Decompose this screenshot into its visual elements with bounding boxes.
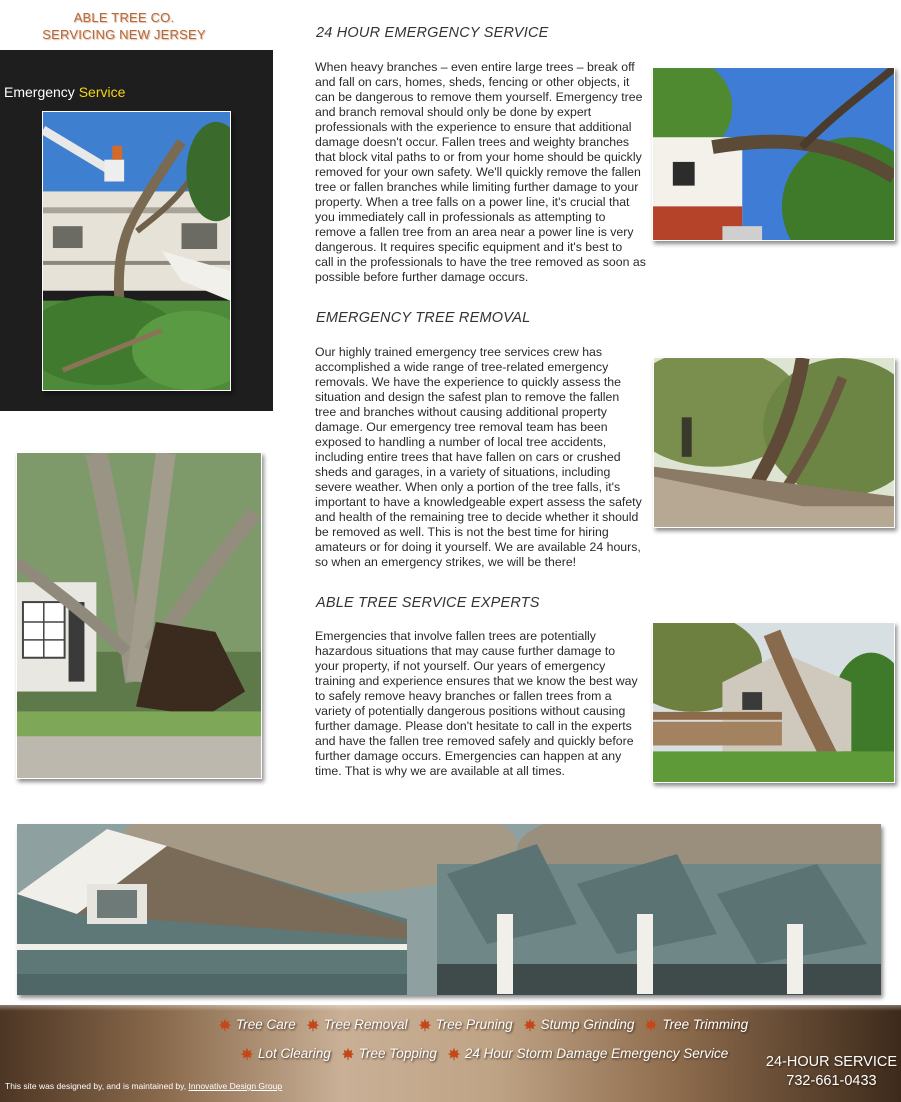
designer-link[interactable]: Innovative Design Group [188, 1081, 283, 1091]
designer-credit [5, 1081, 282, 1091]
nav-tree-topping[interactable] [341, 1046, 437, 1061]
text-line: removals. We have the experience to quickly assess the [315, 375, 621, 389]
text-line: including entire trees that have fallen on cars or crushed [315, 450, 621, 464]
text-line: so when an emergency strikes, we will be there! [315, 555, 577, 569]
nav-tree-care[interactable] [218, 1017, 296, 1032]
text-line: sheds and garages, in a variety of situations, including [315, 465, 611, 479]
maple-leaf-icon [644, 1018, 658, 1032]
panel-title-main: Emergency [4, 84, 75, 100]
maple-leaf-icon [306, 1018, 320, 1032]
section-body-experts [315, 629, 638, 779]
text-line: time. That is why we are available at all times. [315, 764, 565, 778]
maple-leaf-icon [240, 1047, 254, 1061]
text-line: be removed as well. This is not the best time for hiring [315, 525, 609, 539]
nav-tree-pruning[interactable] [418, 1017, 513, 1032]
text-line: tree and branches without causing additional property [315, 405, 607, 419]
maple-leaf-icon [523, 1018, 537, 1032]
text-line: professionals with the experience to ensure that additional [315, 120, 632, 134]
service-label: 24-HOUR SERVICE [765, 1054, 897, 1070]
nav-label: Tree Trimming [662, 1017, 749, 1032]
text-line: and branch removal should only be done by expert [315, 105, 592, 119]
text-line: you immediately call in professionals as attempting to [315, 210, 606, 224]
panel-title [4, 84, 125, 100]
text-line: and fall on cars, homes, sheds, fencing or other objects, it [315, 75, 630, 89]
bucket-truck-photo [42, 111, 231, 391]
nav-stump-grinding[interactable] [523, 1017, 635, 1032]
text-line: call in the professionals to have the tree removed as soon as [315, 255, 646, 269]
text-line: hazardous situations that may cause further damage to [315, 644, 616, 658]
section-heading-experts: ABLE TREE SERVICE EXPERTS [316, 595, 540, 611]
nav-storm-damage-emergency[interactable] [447, 1046, 728, 1061]
text-line: and health of the remaining tree to decide whether it should [315, 510, 639, 524]
text-line: amateurs or for doing it yourself. We are available 24 hours, [315, 540, 641, 554]
text-line: important to have a knowledgeable expert assess the safety [315, 495, 642, 509]
text-line: further damage. Please don't hesitate to call in the experts [315, 719, 632, 733]
text-line: can be dangerous to remove them yourself. Emergency tree [315, 90, 643, 104]
panel-title-accent: Service [78, 84, 126, 100]
nav-label: Lot Clearing [258, 1046, 331, 1061]
credit-text: This site was designed by, and is maintained by, [5, 1081, 187, 1091]
nav-label: Tree Care [236, 1017, 296, 1032]
nav-tree-trimming[interactable] [644, 1017, 748, 1032]
footer-nav-row-1 [218, 1017, 758, 1032]
text-line: and have the fallen tree removed safely and quickly before [315, 734, 634, 748]
maple-leaf-icon [418, 1018, 432, 1032]
text-line: variety of potentially dangerous positions without causing [315, 704, 626, 718]
text-line: removed for your own safety. We'll quickly remove the fallen [315, 165, 641, 179]
text-line: tree or fallen branches while limiting further damage to your [315, 180, 639, 194]
footer [0, 1005, 901, 1102]
text-line: training and experience ensures that we know the best way [315, 674, 638, 688]
text-line: exposed to handling a number of local tree accidents, [315, 435, 607, 449]
tree-on-house-photo [652, 67, 895, 241]
hero-panel [0, 50, 273, 411]
phone-number[interactable]: 732-661-0433 [786, 1073, 877, 1089]
maple-leaf-icon [341, 1047, 355, 1061]
footer-nav-row-2 [240, 1046, 738, 1061]
house-damage-banner [17, 824, 881, 995]
text-line: damage doesn't occur. Fallen trees and weighty branches [315, 135, 630, 149]
uprooted-tree-photo [16, 452, 262, 779]
tree-on-roof-photo [653, 357, 895, 528]
brand-tagline: SERVICING NEW JERSEY [42, 27, 206, 42]
text-line: possible before further damage occurs. [315, 270, 529, 284]
brand-logo[interactable] [0, 9, 248, 43]
nav-label: Tree Topping [358, 1046, 437, 1061]
text-line: your property, if not yourself. Our years of emergency [315, 659, 606, 673]
text-line: When heavy branches – even entire large trees – break off [315, 60, 635, 74]
text-line: further damage occurs. Emergencies can happen at any [315, 749, 622, 763]
nav-lot-clearing[interactable] [240, 1046, 331, 1061]
text-line: situation and design the safest plan to remove the fallen [315, 390, 620, 404]
nav-tree-removal[interactable] [306, 1017, 408, 1032]
text-line: that block vital paths to or from your home should be quickly [315, 150, 642, 164]
nav-label: Tree Pruning [435, 1017, 513, 1032]
fallen-tree-deck-photo [652, 622, 895, 783]
text-line: dangerous. It requires specific equipment and it's best to [315, 240, 623, 254]
nav-label: Stump Grinding [540, 1017, 635, 1032]
section-heading-tree-removal: EMERGENCY TREE REMOVAL [316, 310, 531, 326]
nav-label: Tree Removal [323, 1017, 408, 1032]
text-line: severe weather. When only a portion of the tree falls, it's [315, 480, 621, 494]
section-body-emergency-service [315, 60, 646, 285]
maple-leaf-icon [218, 1018, 232, 1032]
text-line: accomplished a wide range of tree-related emergency [315, 360, 609, 374]
text-line: property. When a tree falls on a power line, it's crucial that [315, 195, 630, 209]
text-line: Emergencies that involve fallen trees are potentially [315, 629, 596, 643]
section-heading-emergency-service: 24 HOUR EMERGENCY SERVICE [316, 25, 549, 41]
section-body-tree-removal [315, 345, 642, 570]
maple-leaf-icon [447, 1047, 461, 1061]
text-line: remove a fallen tree from an area near a power line is very [315, 225, 634, 239]
nav-label: 24 Hour Storm Damage Emergency Service [464, 1046, 729, 1061]
phone-block [766, 1053, 897, 1091]
brand-name: ABLE TREE CO. [73, 10, 175, 25]
text-line: Our highly trained emergency tree services crew has [315, 345, 603, 359]
text-line: damage. Our emergency tree removal team has been [315, 420, 608, 434]
text-line: to safely remove heavy branches or fallen trees from a [315, 689, 612, 703]
